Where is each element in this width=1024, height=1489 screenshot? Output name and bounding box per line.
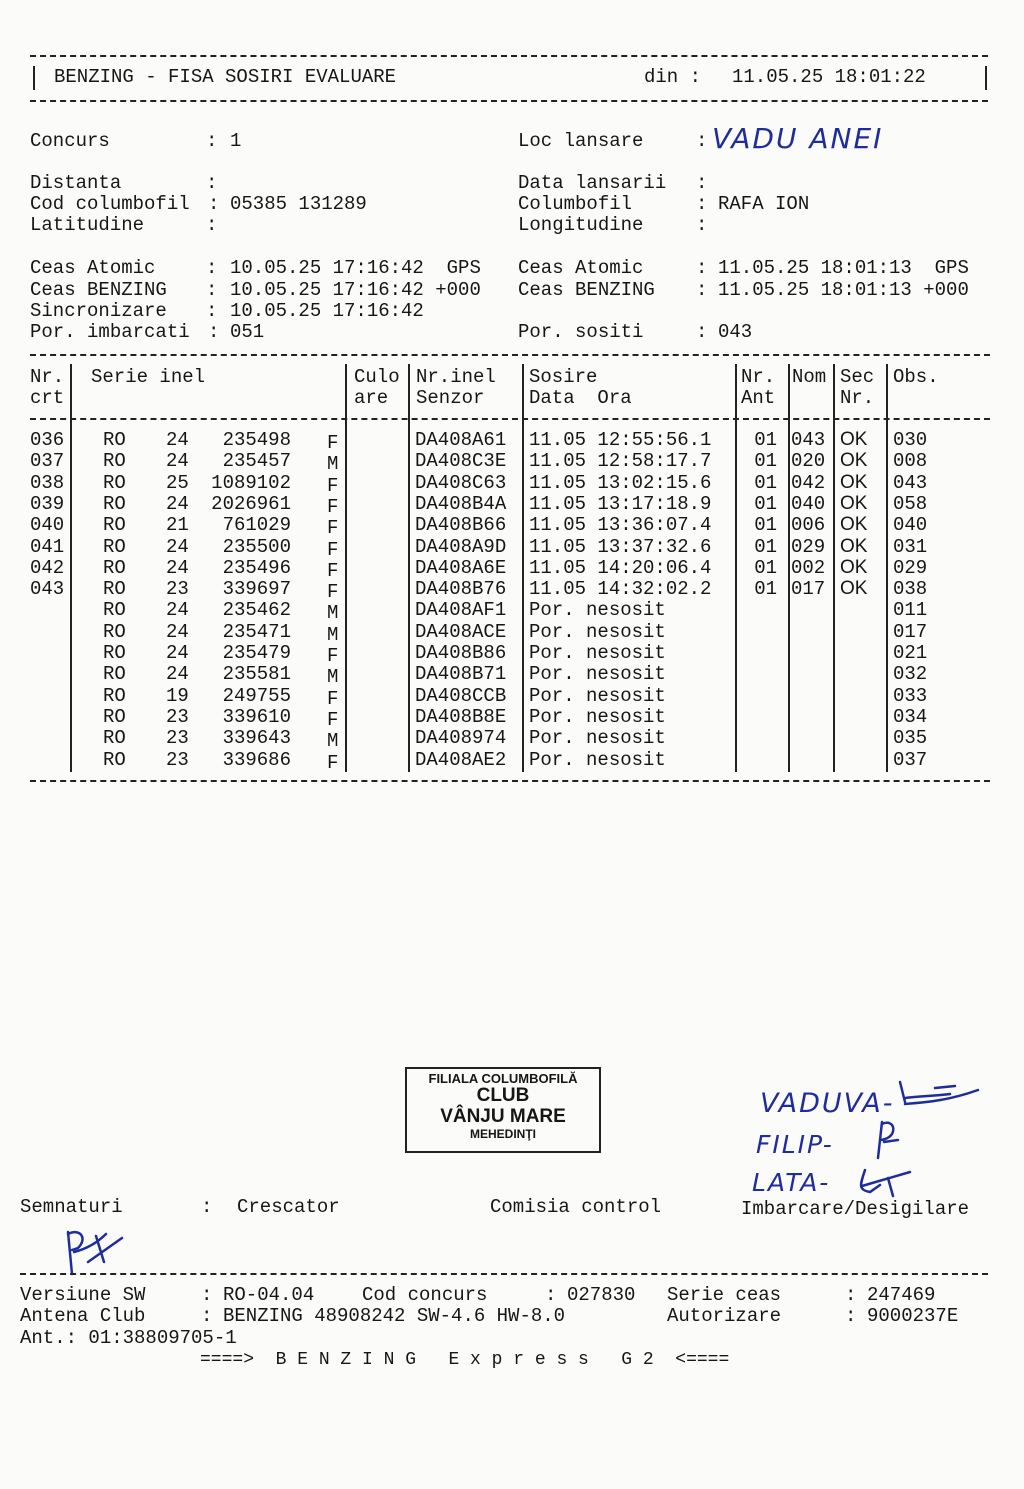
cell-ring: 235471 (222, 620, 291, 643)
cell-ring: 235500 (222, 535, 291, 558)
info-colon: : (206, 130, 218, 152)
cell-ring: 761029 (222, 514, 291, 537)
cell-ant: 01 (754, 492, 777, 515)
cell-ring: 1089102 (211, 471, 291, 494)
cell-ring: 2026961 (211, 492, 291, 515)
din-label: din : (644, 66, 702, 88)
serie-ceas-label: Serie ceas (667, 1284, 782, 1306)
header-serie-inel: Serie inel (91, 366, 206, 388)
cell-nr: 038 (30, 471, 65, 494)
cell-sex: F (327, 495, 339, 518)
cell-year: 24 (166, 620, 189, 643)
info-label: Distanta (30, 172, 122, 194)
info-value: 10.05.25 17:16:42 (230, 300, 424, 322)
cell-obs: 040 (893, 514, 928, 537)
cell-obs: 032 (893, 663, 928, 686)
stamp-line-1: FILIALA COLUMBOFILĂ (428, 1071, 578, 1086)
cell-sex: F (327, 708, 339, 731)
info-label: Columbofil (518, 193, 633, 215)
cell-sensor: DA408B71 (415, 663, 507, 686)
info-value: 1 (230, 130, 242, 152)
info-colon: : (206, 300, 218, 322)
cell-sex: F (327, 581, 339, 604)
info-label: Ceas Atomic (30, 257, 156, 279)
header-senzor: Senzor (416, 387, 485, 409)
cell-country: RO (103, 727, 126, 750)
cell-country: RO (103, 429, 126, 451)
info-label: Ceas BENZING (518, 279, 655, 301)
cell-sensor: DA408A6E (415, 556, 507, 579)
cell-obs: 021 (893, 642, 928, 664)
cell-year: 23 (166, 578, 189, 601)
info-value: 10.05.25 17:16:42 GPS (230, 257, 481, 279)
signature-name-filip: FILIP- (756, 1130, 834, 1159)
serie-ceas-colon: : (845, 1284, 857, 1306)
cell-ring: 235479 (222, 642, 291, 664)
cell-arrival: Por. nesosit (529, 663, 666, 686)
cell-country: RO (103, 514, 126, 537)
cell-sec: OK (840, 471, 868, 493)
cell-ring: 235457 (222, 450, 291, 473)
cell-sensor: DA408B4A (415, 492, 507, 515)
autorizare-value: 9000237E (867, 1305, 959, 1327)
cell-ring: 235498 (222, 429, 291, 451)
info-colon: : (696, 172, 708, 194)
din-value: 11.05.25 18:01:22 (732, 66, 926, 88)
cell-sec: OK (840, 535, 868, 557)
cell-arrival: Por. nesosit (529, 705, 666, 728)
document-title: BENZING - FISA SOSIRI EVALUARE (54, 66, 397, 88)
cell-country: RO (103, 748, 126, 771)
info-label: Sincronizare (30, 300, 167, 322)
info-colon: : (696, 214, 708, 236)
cell-nom: 020 (791, 450, 826, 473)
cell-sec: OK (840, 450, 868, 472)
info-colon: : (696, 130, 708, 152)
info-value: 051 (230, 321, 265, 343)
cell-nr: 043 (30, 578, 65, 601)
cell-ant: 01 (754, 429, 777, 451)
cell-year: 25 (166, 471, 189, 494)
cell-ring: 339643 (222, 727, 291, 750)
cell-sensor: DA408C63 (415, 471, 507, 494)
cell-country: RO (103, 705, 126, 728)
cell-nr: 042 (30, 556, 65, 579)
info-colon: : (206, 279, 218, 301)
info-label: Concurs (30, 130, 110, 152)
cell-ant: 01 (754, 535, 777, 558)
cell-obs: 043 (893, 471, 928, 494)
cell-country: RO (103, 642, 126, 664)
antenna-id: Ant.: 01:38809705-1 (20, 1327, 237, 1349)
cell-nr: 041 (30, 535, 65, 558)
cell-ant: 01 (754, 514, 777, 537)
cell-obs: 017 (893, 620, 928, 643)
header-obs: Obs. (893, 366, 939, 388)
cell-obs: 031 (893, 535, 928, 558)
antena-value: BENZING 48908242 SW-4.6 HW-8.0 (223, 1305, 566, 1327)
cell-country: RO (103, 450, 126, 473)
info-label: Cod columbofil (30, 193, 190, 215)
cell-year: 24 (166, 642, 189, 664)
versiune-value: RO-04.04 (223, 1284, 315, 1306)
cell-country: RO (103, 471, 126, 494)
info-colon: : (696, 257, 708, 279)
cell-sensor: DA408AF1 (415, 599, 507, 622)
cell-sensor: DA408AE2 (415, 748, 507, 771)
info-colon: : (206, 172, 218, 194)
info-value: 11.05.25 18:01:13 GPS (718, 257, 969, 279)
autorizare-label: Autorizare (667, 1305, 782, 1327)
cell-sensor: DA408A61 (415, 429, 507, 451)
cell-sex: M (327, 453, 339, 476)
cell-year: 24 (166, 492, 189, 515)
info-label: Longitudine (518, 214, 644, 236)
serie-ceas-value: 247469 (867, 1284, 936, 1306)
cell-ring: 339697 (222, 578, 291, 601)
cell-country: RO (103, 556, 126, 579)
header-sec-nr: Nr. (840, 387, 875, 409)
cell-year: 24 (166, 556, 189, 579)
cell-arrival: Por. nesosit (529, 727, 666, 750)
cell-nom: 042 (791, 471, 826, 494)
info-colon: : (206, 214, 218, 236)
cell-year: 23 (166, 748, 189, 771)
cell-sec: OK (840, 578, 868, 600)
header-are: are (354, 387, 389, 409)
cell-obs: 037 (893, 748, 928, 771)
cell-ant: 01 (754, 578, 777, 601)
cell-year: 23 (166, 727, 189, 750)
cod-concurs-value: 027830 (567, 1284, 636, 1306)
cell-sec: OK (840, 556, 868, 578)
cod-concurs-label: Cod concurs (362, 1284, 488, 1306)
info-label: Ceas Atomic (518, 257, 644, 279)
cell-sex: F (327, 474, 339, 497)
cell-sensor: DA408A9D (415, 535, 507, 558)
cell-sec: OK (840, 514, 868, 536)
cell-sensor: DA408974 (415, 727, 507, 750)
cell-arrival: 11.05 14:32:02.2 (529, 578, 712, 601)
crescator-label: Crescator (237, 1196, 340, 1218)
cell-sex: F (327, 538, 339, 561)
cell-sensor: DA408B76 (415, 578, 507, 601)
info-value: 05385 131289 (230, 193, 367, 215)
signature-name-vaduva: VADUVA- (760, 1088, 895, 1119)
cell-ant: 01 (754, 471, 777, 494)
cell-arrival: 11.05 13:17:18.9 (529, 492, 712, 515)
cell-ring: 249755 (222, 684, 291, 707)
cell-arrival: Por. nesosit (529, 642, 666, 664)
cell-sex: F (327, 517, 339, 540)
cell-ring: 235581 (222, 663, 291, 686)
header-nr-inel: Nr.inel (416, 366, 496, 388)
cell-country: RO (103, 578, 126, 601)
cell-year: 24 (166, 535, 189, 558)
info-colon: : (208, 193, 220, 215)
comisia-label: Comisia control (490, 1196, 662, 1218)
info-colon: : (696, 279, 708, 301)
cell-arrival: Por. nesosit (529, 684, 666, 707)
cell-arrival: 11.05 13:02:15.6 (529, 471, 712, 494)
cell-arrival: Por. nesosit (529, 620, 666, 643)
header-sosire: Sosire (529, 366, 598, 388)
cell-country: RO (103, 492, 126, 515)
header-crt: crt (30, 387, 65, 409)
info-colon: : (208, 321, 220, 343)
cell-nom: 006 (791, 514, 826, 537)
cell-obs: 029 (893, 556, 928, 579)
cell-nom: 029 (791, 535, 826, 558)
cell-nr: 037 (30, 450, 65, 473)
info-colon: : (696, 321, 708, 343)
cell-arrival: 11.05 12:58:17.7 (529, 450, 712, 473)
info-label: Latitudine (30, 214, 145, 236)
semnaturi-colon: : (201, 1196, 213, 1218)
cell-arrival: Por. nesosit (529, 748, 666, 771)
cell-year: 24 (166, 429, 189, 451)
info-label: Por. imbarcati (30, 321, 190, 343)
cell-sensor: DA408B86 (415, 642, 507, 664)
cell-ring: 339610 (222, 705, 291, 728)
cell-sec: OK (840, 429, 868, 450)
cell-nr: 039 (30, 492, 65, 515)
cell-sex: M (327, 602, 339, 625)
cell-country: RO (103, 620, 126, 643)
header-data-ora: Data Ora (529, 387, 632, 409)
stamp-line-3: VÂNJU MARE (440, 1106, 566, 1128)
cell-sensor: DA408C3E (415, 450, 507, 473)
stamp-line-4: MEHEDINŢI (470, 1127, 536, 1142)
info-colon: : (206, 257, 218, 279)
cell-year: 21 (166, 514, 189, 537)
cell-sensor: DA408B66 (415, 514, 507, 537)
info-label: Por. sositi (518, 321, 644, 343)
benzing-express-brand: ====> B E N Z I N G E x p r e s s G 2 <==== (200, 1350, 730, 1370)
cell-nom: 040 (791, 492, 826, 515)
cell-ring: 235496 (222, 556, 291, 579)
antena-colon: : (201, 1305, 213, 1327)
cell-nom: 043 (791, 429, 826, 451)
loc-lansare-handwritten: VADU ANEI (712, 122, 884, 155)
cell-sensor: DA408CCB (415, 684, 507, 707)
cell-obs: 011 (893, 599, 928, 622)
cell-ring: 235462 (222, 599, 291, 622)
header-nom: Nom (792, 366, 827, 388)
info-value: 10.05.25 17:16:42 +000 (230, 279, 481, 301)
cell-obs: 035 (893, 727, 928, 750)
cell-year: 23 (166, 705, 189, 728)
cell-sex: F (327, 559, 339, 582)
cell-obs: 033 (893, 684, 928, 707)
cell-country: RO (103, 684, 126, 707)
cell-arrival: 11.05 14:20:06.4 (529, 556, 712, 579)
cell-sex: F (327, 645, 339, 667)
cell-year: 19 (166, 684, 189, 707)
cell-obs: 038 (893, 578, 928, 601)
cell-nom: 017 (791, 578, 826, 601)
header-nr-ant: Nr. (741, 366, 776, 388)
info-label: Data lansarii (518, 172, 667, 194)
header-nr: Nr. (30, 366, 65, 388)
cell-arrival: Por. nesosit (529, 599, 666, 622)
versiune-label: Versiune SW (20, 1284, 146, 1306)
cell-arrival: 11.05 13:37:32.6 (529, 535, 712, 558)
cell-nr: 036 (30, 429, 65, 451)
cell-sex: M (327, 623, 339, 646)
cell-year: 24 (166, 663, 189, 686)
cod-concurs-colon: : (545, 1284, 557, 1306)
antena-label: Antena Club (20, 1305, 146, 1327)
cell-sensor: DA408ACE (415, 620, 507, 643)
info-value: 043 (718, 321, 753, 343)
cell-country: RO (103, 599, 126, 622)
info-label: Ceas BENZING (30, 279, 167, 301)
cell-obs: 034 (893, 705, 928, 728)
cell-year: 24 (166, 450, 189, 473)
cell-arrival: 11.05 12:55:56.1 (529, 429, 712, 451)
cell-sex: M (327, 730, 339, 753)
header-culo: Culo (354, 366, 400, 388)
semnaturi-label: Semnaturi (20, 1196, 123, 1218)
autorizare-colon: : (845, 1305, 857, 1327)
cell-ring: 339686 (222, 748, 291, 771)
info-label: Loc lansare (518, 130, 644, 152)
cell-country: RO (103, 663, 126, 686)
cell-ant: 01 (754, 556, 777, 579)
cell-country: RO (103, 535, 126, 558)
cell-sex: F (327, 687, 339, 710)
cell-sensor: DA408B8E (415, 705, 507, 728)
cell-nr: 040 (30, 514, 65, 537)
cell-sex: F (327, 432, 339, 454)
cell-sex: M (327, 666, 339, 689)
header-ant: Ant (741, 387, 776, 409)
cell-obs: 058 (893, 492, 928, 515)
imbarcare-label: Imbarcare/Desigilare (741, 1198, 970, 1220)
cell-obs: 008 (893, 450, 928, 473)
info-value: RAFA ION (718, 193, 810, 215)
cell-year: 24 (166, 599, 189, 622)
stamp-line-2: CLUB (476, 1085, 530, 1107)
cell-sec: OK (840, 492, 868, 514)
cell-arrival: 11.05 13:36:07.4 (529, 514, 712, 537)
info-value: 11.05.25 18:01:13 +000 (718, 279, 969, 301)
header-sec: Sec (840, 366, 875, 388)
versiune-colon: : (201, 1284, 213, 1306)
cell-nom: 002 (791, 556, 826, 579)
cell-obs: 030 (893, 429, 928, 451)
cell-sex: F (327, 751, 339, 774)
signature-name-lata: LATA- (752, 1168, 831, 1197)
info-colon: : (696, 193, 708, 215)
cell-ant: 01 (754, 450, 777, 473)
